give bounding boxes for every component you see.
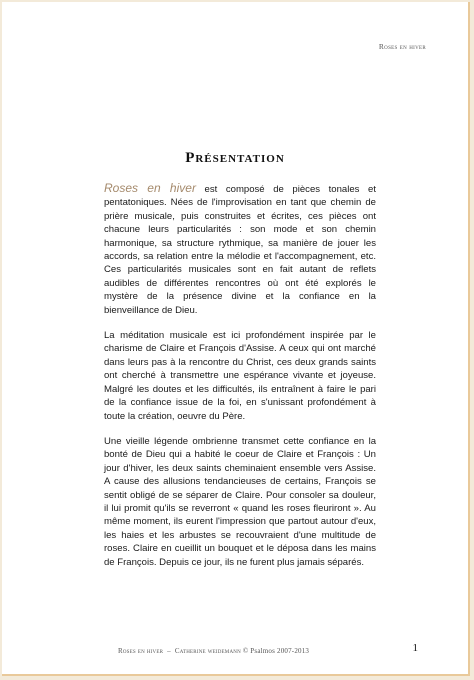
footer-separator: – [167, 647, 171, 655]
footer-book: Roses en hiver [118, 647, 164, 655]
footer [118, 647, 309, 655]
page-number: 1 [412, 642, 418, 654]
paragraph-2: La méditation musicale est ici profondément inspirée par le charisme de Claire et François d'Assise. A ceux qui ont marché dans leurs pas à la rencontre du Christ, ces deux grands saints ont cherché à transmettre une espérance vivante et joyeuse. Malgré les doutes et les difficultés, ils entraînent à faire le pari de la confiance issue de la foi, en s'unissant profondément à toute la création, oeuvre du Père. [104, 330, 376, 422]
paragraph-1-text: est composé de pièces tonales et pentatoniques. Nées de l'improvisation en tant que chemin de prière musicale, puis construites et écrites, ces pièces ont chacune leurs particularités : son mode et son chemin harmonique, sa structure rythmique, sa manière de jouer les accords, sa relation entre la mélodie et l'accompagnement, etc. Ces particularités musicales sont en fait autant de reflets audibles de différentes rencontres où ont été explorés le mystère de la présence divine et la confiance en la bienveillance de Dieu. [104, 184, 376, 316]
paragraph-3: Une vieille légende ombrienne transmet cette confiance en la bonté de Dieu qui a habité le coeur de Claire et François : Un jour d'hiver, les deux saints cheminaient ensemble vers Assise. A cause des allusions tendancieuses de certains, François se sentit obligé de se séparer de Claire. Pour consoler sa douleur, il lui promit qu'ils se reverront « quand les roses fleuriront ». Au même moment, ils eurent l'impression que partout autour d'eux, les haies et les arbustes se recouvraient d'une multitude de roses. Claire en cueillit un bouquet et le déposa dans les mains de François. Depuis ce jour, ils ne furent plus jamais séparés. [104, 435, 376, 568]
document-page [2, 2, 470, 676]
lead-title: Roses en hiver [104, 181, 196, 195]
body-text [104, 182, 376, 581]
footer-copyright: © Psalmos 2007-2013 [242, 647, 310, 655]
footer-author: Catherine weidemann [174, 647, 241, 655]
running-head: Roses en hiver [378, 42, 426, 51]
paragraph-1 [104, 182, 376, 317]
page-title: Présentation [185, 150, 285, 166]
